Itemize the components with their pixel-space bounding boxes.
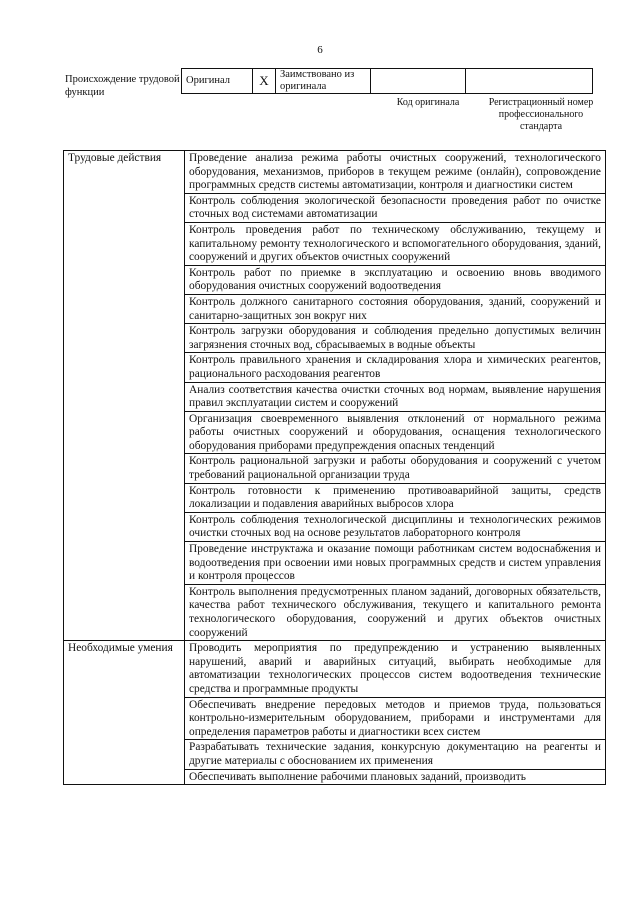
origin-table — [181, 68, 593, 94]
list-item: Контроль должного санитарного состояния оборудования, зданий, сооружений и санитарно-защитных зон вокруг них — [185, 294, 606, 323]
code-caption: Код оригинала — [396, 97, 460, 108]
list-item: Контроль работ по приемке в эксплуатацию и освоению вновь вводимого оборудования очистных сооружений водоотведения — [185, 265, 606, 294]
table-row — [64, 641, 606, 697]
function-table — [63, 150, 606, 785]
list-item: Разрабатывать технические задания, конкурсную документацию на реагенты и другие материалы с обоснованием их применения — [185, 740, 606, 769]
list-item: Контроль соблюдения экологической безопасности проведения работ по очистке сточных вод системами автоматизации — [185, 193, 606, 222]
list-item: Обеспечивать внедрение передовых методов и приемов труда, пользоваться контрольно-измерительным оборудованием, приборами и инструментами для определения параметров работы и диагностики всех систем — [185, 697, 606, 740]
section-title: Необходимые умения — [64, 641, 185, 785]
page-number: 6 — [317, 44, 323, 56]
list-item: Контроль проведения работ по техническому обслуживанию, текущему и капитальному ремонту технологического и вспомогательного оборудования, зданий, сооружений и других объектов очистных сооружений — [185, 222, 606, 265]
reg-number-cell — [466, 69, 593, 94]
list-item: Проведение инструктажа и оказание помощи работникам систем водоснабжения и водоотведения при освоении ими новых программных средств и систем управления и контроля процессов — [185, 542, 606, 585]
list-item: Контроль рациональной загрузки и работы оборудования и сооружений с учетом требований рациональной организации труда — [185, 454, 606, 483]
list-item: Анализ соответствия качества очистки сточных вод нормам, выявление нарушения правил эксплуатации систем и сооружений — [185, 382, 606, 411]
list-item: Обеспечивать выполнение рабочими плановых заданий, производить — [185, 769, 606, 785]
list-item: Контроль правильного хранения и складирования хлора и химических реагентов, рационального расходования реагентов — [185, 353, 606, 382]
section-title: Трудовые действия — [64, 151, 185, 641]
reg-number-caption: Регистрационный номер профессионального стандарта — [488, 97, 594, 132]
list-item: Контроль готовности к применению противоаварийной защиты, средств локализации и подавления аварийных выбросов хлора — [185, 483, 606, 512]
origin-label: Происхождение трудовой функции — [65, 74, 180, 98]
code-cell — [371, 69, 466, 94]
table-row — [64, 151, 606, 194]
original-mark: X — [253, 69, 276, 94]
borrowed-cell: Заимствовано из оригинала — [276, 69, 371, 94]
list-item: Контроль выполнения предусмотренных планом заданий, договорных обязательств, качества работ технического обслуживания, текущего и капитального ремонта технологического оборудования, сооружений и других объектов очистных сооружений — [185, 584, 606, 640]
list-item: Организация своевременного выявления отклонений от нормального режима работы очистных сооружений и оборудования, оснащения технологического оборудования приборами предупреждения опасных тенденций — [185, 411, 606, 454]
original-cell: Оригинал — [182, 69, 253, 94]
list-item: Контроль соблюдения технологической дисциплины и технологических режимов очистки сточных вод на основе результатов лабораторного контроля — [185, 512, 606, 541]
list-item: Проведение анализа режима работы очистных сооружений, технологического оборудования, механизмов, приборов в текущем режиме (онлайн), сопровождение программных средств системы автоматизации, контроля и диагностики систем — [185, 151, 606, 194]
list-item: Контроль загрузки оборудования и соблюдения предельно допустимых величин загрязнения сточных вод, сбрасываемых в водные объекты — [185, 324, 606, 353]
list-item: Проводить мероприятия по предупреждению и устранению выявленных нарушений, аварий и аварийных ситуаций, выбирать необходимые для автоматизации технологических процессов систем водоотведения технические средства и программные продукты — [185, 641, 606, 697]
